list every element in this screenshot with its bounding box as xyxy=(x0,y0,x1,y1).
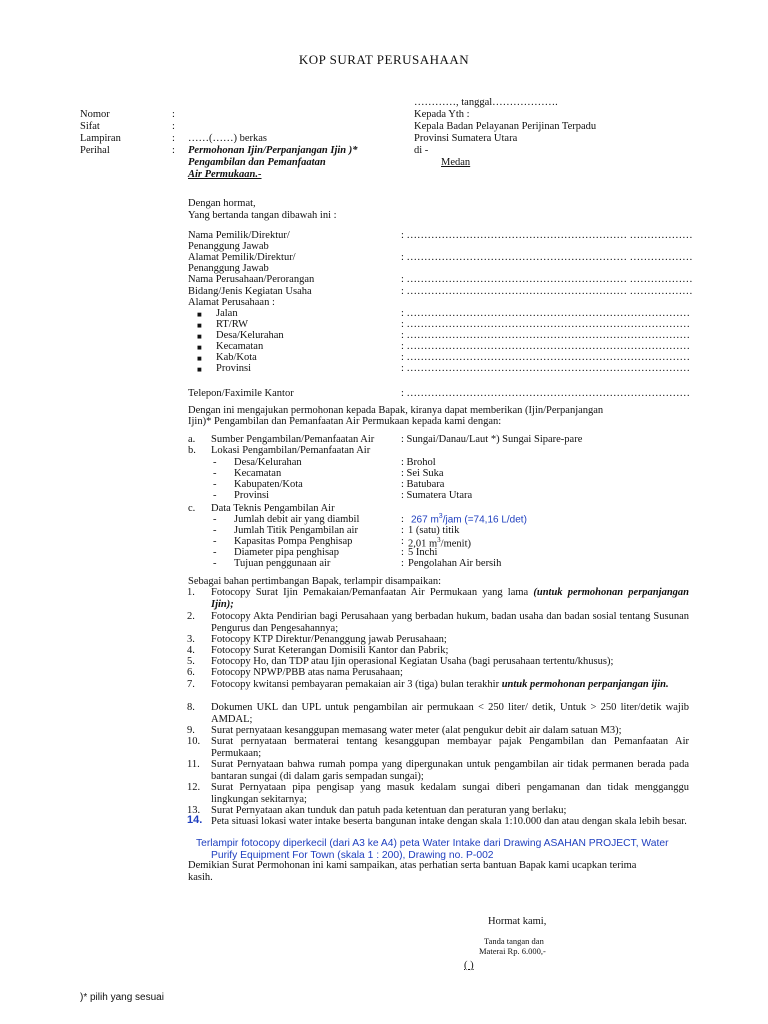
dash: - xyxy=(213,457,217,468)
lokasi-item-label: Kecamatan xyxy=(234,468,282,479)
teknis-item-colon: : xyxy=(401,536,404,547)
alamat-item-value: : ……………………………………………………………………… xyxy=(401,330,691,341)
teknis-item-colon: : xyxy=(401,558,404,569)
list-item: Fotocopy KTP Direktur/Penanggung jawab Perusahaan; xyxy=(211,634,447,645)
dash: - xyxy=(213,468,217,479)
alamat-item-value: : ……………………………………………………………………… xyxy=(401,341,691,352)
list-number: 10. xyxy=(187,736,201,747)
dash: - xyxy=(213,525,217,536)
field-value: : ……………………………………………………… ……………… xyxy=(401,286,693,297)
teknis-item-value: 267 $m^3$/jam (=74,16 L/det) xyxy=(411,513,527,526)
field-label: Penanggung Jawab xyxy=(188,263,269,274)
field-label: Bidang/Jenis Kegiatan Usaha xyxy=(188,286,312,297)
section-a-letter: a. xyxy=(188,434,196,445)
bullet-icon: ■ xyxy=(197,365,202,374)
list-number: 1. xyxy=(187,587,195,598)
signature-regards: Hormat kami, xyxy=(488,916,547,927)
teknis-item-value: 2,01 $m^3/menit$) xyxy=(408,536,471,550)
lokasi-item-value: : Sei Suka xyxy=(401,468,444,479)
lokasi-item-value: : Brohol xyxy=(401,457,436,468)
list-item: Fotocopy kwitansi pembayaran pemakaian air 3 (tiga) bulan terakhir untuk permohonan perpanjangan ijin. xyxy=(211,679,669,690)
sifat-colon: : xyxy=(172,121,175,132)
list-number: 7. xyxy=(187,679,195,690)
perihal-colon: : xyxy=(172,145,175,156)
teknis-item-label: Jumlah debit air yang diambil xyxy=(234,514,360,525)
nomor-colon: : xyxy=(172,109,175,120)
field-label: Nama Pemilik/Direktur/ xyxy=(188,230,290,241)
list-item: Surat pernyataan bermaterai tentang kesanggupan membayar pajak Pengambilan dan Pemanfaatan Air Permukaan; xyxy=(211,736,689,759)
teknis-item-colon: : xyxy=(401,525,404,536)
telepon-value: : ……………………………………………………………………… xyxy=(401,388,691,399)
greeting: Dengan hormat, xyxy=(188,198,256,209)
field-label: Alamat Pemilik/Direktur/ xyxy=(188,252,296,263)
bullet-icon: ■ xyxy=(197,321,202,330)
telepon-label: Telepon/Faximile Kantor xyxy=(188,388,294,399)
bullet-icon: ■ xyxy=(197,354,202,363)
alamat-item-value: : ……………………………………………………………………… xyxy=(401,308,691,319)
section-a-label: Sumber Pengambilan/Pemanfaatan Air xyxy=(211,434,375,445)
lokasi-item-label: Kabupaten/Kota xyxy=(234,479,303,490)
list-number: 6. xyxy=(187,667,195,678)
list-item: Surat Pernyataan bahwa rumah pompa yang dipergunakan untuk pengambilan air tidak permanen berada pada bantaran sungai (di dalam garis sempadan sungai); xyxy=(211,759,689,782)
teknis-item-value: 5 Inchi xyxy=(408,547,438,558)
date-line: …………, tanggal………………. xyxy=(414,97,558,108)
list-number: 5. xyxy=(187,656,195,667)
footnote: )* pilih yang sesuai xyxy=(80,992,164,1003)
signature-line-1: Tanda tangan dan xyxy=(484,936,544,946)
dash: - xyxy=(213,536,217,547)
lokasi-item-value: : Sumatera Utara xyxy=(401,490,473,501)
teknis-item-label: Jumlah Titik Pengambilan air xyxy=(234,525,358,536)
lokasi-item-value: : Batubara xyxy=(401,479,445,490)
bullet-icon: ■ xyxy=(197,310,202,319)
teknis-item-value: Pengolahan Air bersih xyxy=(408,558,502,569)
lampiran-colon: : xyxy=(172,133,175,144)
field-label: Nama Perusahaan/Perorangan xyxy=(188,274,315,285)
teknis-item-value: 1 (satu) titik xyxy=(408,525,460,536)
perihal-line-1: Permohonan Ijin/Perpanjangan Ijin )* xyxy=(188,145,358,156)
section-b-letter: b. xyxy=(188,445,196,456)
list-item: Fotocopy NPWP/PBB atas nama Perusahaan; xyxy=(211,667,403,678)
list-item: Dokumen UKL dan UPL untuk pengambilan air permukaan < 250 liter/ detik, Untuk > 250 liter/detik wajib AMDAL; xyxy=(211,702,689,725)
sifat-label: Sifat xyxy=(80,121,100,132)
alamat-item-value: : ……………………………………………………………………… xyxy=(401,363,691,374)
list-item: Peta situasi lokasi water intake beserta bangunan intake dengan skala 1:10.000 dan atau dengan skala lebih besar. xyxy=(211,816,687,827)
recipient-line-1: Kepada Yth : xyxy=(414,109,470,120)
list-item: Surat Pernyataan pipa pengisap yang masuk kedalam sungai diberi pengamanan dan tidak mengganggu lingkungan sekitarnya; xyxy=(211,782,689,805)
bullet-icon: ■ xyxy=(197,343,202,352)
list-number: 8. xyxy=(187,702,195,713)
permohonan-line-2: Ijin)* Pengambilan dan Pemanfaatan Air Permukaan kepada kami dengan: xyxy=(188,416,502,427)
section-c-label: Data Teknis Pengambilan Air xyxy=(211,503,335,514)
list-item: Fotocopy Akta Pendirian bagi Perusahaan yang berbadan hukum, badan usaha dan badan sosial tentang Susunan Pengurus dan Pengesahannya; xyxy=(211,611,689,634)
teknis-item-colon: : xyxy=(401,547,404,558)
letterhead-title: KOP SURAT PERUSAHAAN xyxy=(298,52,470,67)
signature-name: ( ) xyxy=(464,960,474,971)
nomor-label: Nomor xyxy=(80,109,110,120)
field-value: : ……………………………………………………… ……………… xyxy=(401,230,693,241)
dash: - xyxy=(213,514,217,525)
permohonan-line-1: Dengan ini mengajukan permohonan kepada Bapak, kiranya dapat memberikan (Ijin/Perpanjangan xyxy=(188,405,604,416)
recipient-line-4: di - xyxy=(414,145,429,156)
section-b-label: Lokasi Pengambilan/Pemanfaatan Air xyxy=(211,445,371,456)
list-number: 3. xyxy=(187,634,195,645)
lokasi-item-label: Provinsi xyxy=(234,490,270,501)
field-label: Penanggung Jawab xyxy=(188,241,269,252)
dash: - xyxy=(213,490,217,501)
recipient-city: Medan xyxy=(441,157,471,168)
list-item: Fotocopy Ho, dan TDP atau Ijin operasional Kegiatan Usaha (bagi perusahaan tertentu/khusus); xyxy=(211,656,614,667)
list-item: Surat pernyataan kesanggupan memasang water meter (alat pengukur debit air dalam satuan M3); xyxy=(211,725,622,736)
attachment-note-line-1: Terlampir fotocopy diperkecil (dari A3 ke A4) peta Water Intake dari Drawing ASAHAN PROJECT, Water xyxy=(196,838,669,849)
section-a-value: : Sungai/Danau/Laut *) Sungai Sipare-pare xyxy=(401,434,583,445)
closing-line-2: kasih. xyxy=(188,872,213,883)
list-number: 4. xyxy=(187,645,195,656)
teknis-item-label: Kapasitas Pompa Penghisap xyxy=(234,536,353,547)
list-number: 13. xyxy=(187,805,201,816)
list-number: 14. xyxy=(187,814,203,826)
alamat-item-label: Jalan xyxy=(216,308,238,319)
alamat-item-label: RT/RW xyxy=(216,319,249,330)
alamat-item-label: Provinsi xyxy=(216,363,252,374)
perihal-line-3: Air Permukaan.- xyxy=(188,169,262,180)
section-c-letter: c. xyxy=(188,503,196,514)
alamat-item-value: : ……………………………………………………………………… xyxy=(401,319,691,330)
alamat-item-label: Desa/Kelurahan xyxy=(216,330,284,341)
recipient-line-3: Provinsi Sumatera Utara xyxy=(414,133,518,144)
list-number: 12. xyxy=(187,782,201,793)
list-number: 9. xyxy=(187,725,195,736)
lokasi-item-label: Desa/Kelurahan xyxy=(234,457,302,468)
teknis-item-label: Tujuan penggunaan air xyxy=(234,558,331,569)
alamat-item-label: Kab/Kota xyxy=(216,352,257,363)
lampiran-intro: Sebagai bahan pertimbangan Bapak, terlampir disampaikan: xyxy=(188,576,442,587)
lampiran-label: Lampiran xyxy=(80,133,121,144)
alamat-item-value: : ……………………………………………………………………… xyxy=(401,352,691,363)
field-value: : ……………………………………………………… ……………… xyxy=(401,274,693,285)
attachment-note-line-2: Purify Equipment For Town (skala 1 : 200), Drawing no. P-002 xyxy=(211,850,494,861)
alamat-item-label: Kecamatan xyxy=(216,341,264,352)
intro-text: Yang bertanda tangan dibawah ini : xyxy=(188,210,337,221)
bullet-icon: ■ xyxy=(197,332,202,341)
closing-line-1: Demikian Surat Permohonan ini kami sampaikan, atas perhatian serta bantuan Bapak kami ucapkan terima xyxy=(188,860,637,871)
perihal-label: Perihal xyxy=(80,145,110,156)
list-item: Fotocopy Surat Keterangan Domisili Kantor dan Pabrik; xyxy=(211,645,449,656)
list-number: 11. xyxy=(187,759,200,770)
recipient-line-2: Kepala Badan Pelayanan Perijinan Terpadu xyxy=(414,121,597,132)
alamat-perusahaan-label: Alamat Perusahaan : xyxy=(188,297,275,308)
field-value: : ……………………………………………………… ……………… xyxy=(401,252,693,263)
teknis-item-colon: : xyxy=(401,514,404,525)
dash: - xyxy=(213,558,217,569)
dash: - xyxy=(213,547,217,558)
list-item: Fotocopy Surat Ijin Pemakaian/Pemanfaatan Air Permukaan yang lama (untuk permohonan perpanjangan Ijin); xyxy=(211,587,689,610)
signature-line-2: Materai Rp. 6.000,- xyxy=(479,946,546,956)
dash: - xyxy=(213,479,217,490)
perihal-line-2: Pengambilan dan Pemanfaatan xyxy=(188,157,326,168)
teknis-item-label: Diameter pipa penghisap xyxy=(234,547,339,558)
list-number: 2. xyxy=(187,611,195,622)
lampiran-value: ……(……) berkas xyxy=(188,133,268,144)
list-item: Surat Pernyataan akan tunduk dan patuh pada ketentuan dan peraturan yang berlaku; xyxy=(211,805,567,816)
